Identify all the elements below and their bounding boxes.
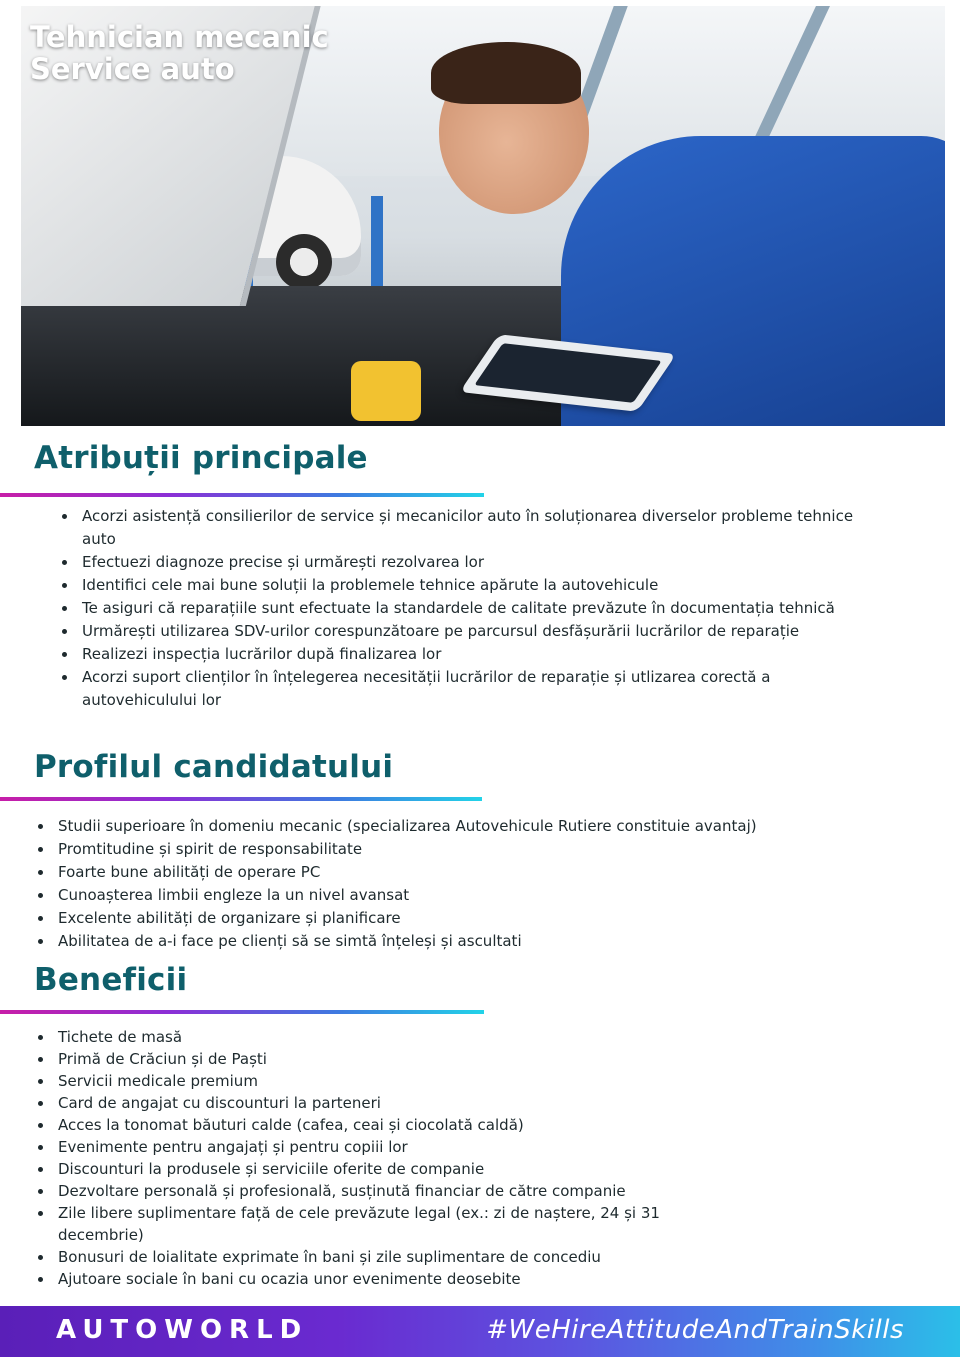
list-item: Zile libere suplimentare față de cele prevăzute legal (ex.: zi de naștere, 24 și 31 decembrie) (36, 1202, 696, 1246)
list-item: Bonusuri de loialitate exprimate în bani și zile suplimentare de concediu (36, 1246, 696, 1268)
list-item: Abilitatea de a-i face pe clienți să se simtă înțeleși și ascultati (36, 930, 856, 953)
list-item: Studii superioare în domeniu mecanic (specializarea Autovehicule Rutiere constituie avantaj) (36, 815, 856, 838)
list-profil (36, 815, 856, 953)
footer-banner (0, 1306, 960, 1357)
list-item: Realizezi inspecția lucrărilor după finalizarea lor (60, 643, 860, 666)
list-item: Excelente abilități de organizare și planificare (36, 907, 856, 930)
brand-logo: AUTOWORLD (56, 1315, 309, 1345)
job-title (30, 21, 329, 85)
list-item: Urmărești utilizarea SDV-urilor corespunzătoare pe parcursul desfășurării lucrărilor de reparație (60, 620, 860, 643)
list-item: Tichete de masă (36, 1026, 696, 1048)
list-item: Acces la tonomat băuturi calde (cafea, ceai și ciocolată caldă) (36, 1114, 696, 1136)
list-item: Promtitudine și spirit de responsabilitate (36, 838, 856, 861)
section-divider (0, 493, 484, 497)
section-title-profil: Profilul candidatului (34, 749, 394, 785)
list-item: Primă de Crăciun și de Paști (36, 1048, 696, 1070)
list-item: Evenimente pentru angajați și pentru copiii lor (36, 1136, 696, 1158)
car-wheel (276, 234, 332, 290)
list-item: Dezvoltare personală și profesională, susținută financiar de către companie (36, 1180, 696, 1202)
list-beneficii (36, 1026, 696, 1290)
list-item: Te asiguri că reparațiile sunt efectuate la standardele de calitate prevăzute în documentația tehnică (60, 597, 860, 620)
list-item: Acorzi suport clienților în înțelegerea necesității lucrărilor de reparație și utlizarea corectă a autovehiculului lor (60, 666, 860, 712)
section-title-atributii: Atribuții principale (34, 440, 368, 476)
list-item: Servicii medicale premium (36, 1070, 696, 1092)
section-divider (0, 1010, 484, 1014)
list-item: Ajutoare sociale în bani cu ocazia unor evenimente deosebite (36, 1268, 696, 1290)
list-item: Acorzi asistență consilierilor de service și mecanicilor auto în soluționarea diverselor probleme tehnice auto (60, 505, 860, 551)
hero-photo (21, 6, 945, 426)
list-item: Foarte bune abilități de operare PC (36, 861, 856, 884)
mechanic-hair (431, 42, 581, 104)
section-divider (0, 797, 482, 801)
list-item: Discounturi la produsele și serviciile oferite de companie (36, 1158, 696, 1180)
list-item: Identifici cele mai bune soluții la problemele tehnice apărute la autovehicule (60, 574, 860, 597)
list-item: Efectuezi diagnoze precise și urmărești rezolvarea lor (60, 551, 860, 574)
hashtag-slogan: #WeHireAttitudeAndTrainSkills (486, 1315, 904, 1345)
job-title-line2: Service auto (30, 52, 235, 86)
section-title-beneficii: Beneficii (34, 962, 188, 998)
job-title-line1: Tehnician mecanic (30, 20, 329, 54)
coolant-bottle (351, 361, 421, 421)
list-item: Card de angajat cu discounturi la parteneri (36, 1092, 696, 1114)
list-atributii (60, 505, 860, 712)
list-item: Cunoașterea limbii engleze la un nivel avansat (36, 884, 856, 907)
